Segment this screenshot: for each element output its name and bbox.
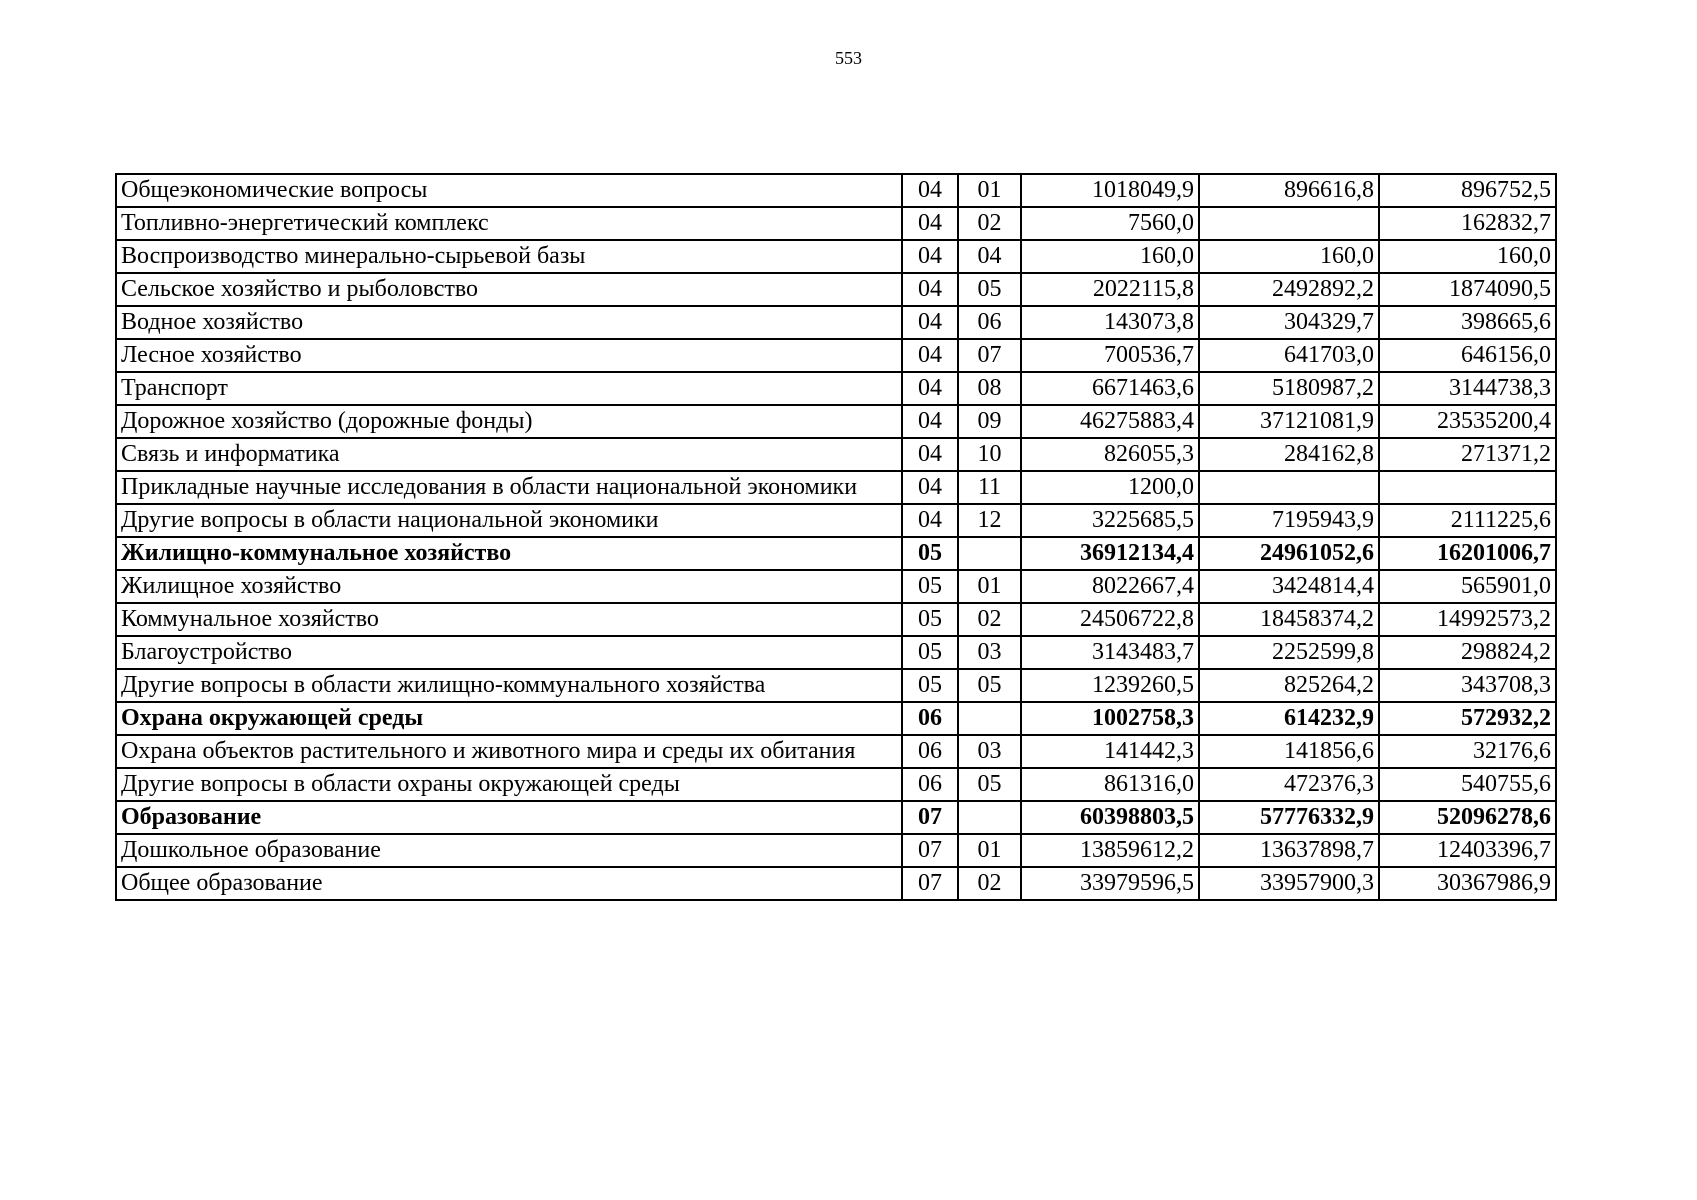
table-row-section-total [116, 801, 1556, 834]
section-code-cell: 07 [902, 867, 958, 900]
amount-year3-cell: 896752,5 [1379, 174, 1556, 207]
amount-year2-cell: 37121081,9 [1199, 405, 1379, 438]
amount-year2-cell [1199, 207, 1379, 240]
subsection-code-cell: 02 [958, 207, 1021, 240]
subsection-code-cell [958, 537, 1021, 570]
amount-year2-cell: 284162,8 [1199, 438, 1379, 471]
amount-year2-cell: 472376,3 [1199, 768, 1379, 801]
row-name-cell: Связь и информатика [116, 438, 902, 471]
subsection-code-cell [958, 801, 1021, 834]
amount-year3-cell: 16201006,7 [1379, 537, 1556, 570]
row-name-cell: Дорожное хозяйство (дорожные фонды) [116, 405, 902, 438]
amount-year2-cell: 160,0 [1199, 240, 1379, 273]
row-name-cell: Дошкольное образование [116, 834, 902, 867]
amount-year3-cell: 3144738,3 [1379, 372, 1556, 405]
subsection-code-cell [958, 702, 1021, 735]
table-row [116, 207, 1556, 240]
section-code-cell: 04 [902, 471, 958, 504]
table-row [116, 273, 1556, 306]
subsection-code-cell: 04 [958, 240, 1021, 273]
amount-year3-cell: 271371,2 [1379, 438, 1556, 471]
table-row [116, 867, 1556, 900]
section-code-cell: 06 [902, 702, 958, 735]
amount-year2-cell: 33957900,3 [1199, 867, 1379, 900]
section-code-cell: 05 [902, 537, 958, 570]
amount-year1-cell: 826055,3 [1021, 438, 1199, 471]
section-code-cell: 04 [902, 504, 958, 537]
row-name-cell: Водное хозяйство [116, 306, 902, 339]
amount-year3-cell: 646156,0 [1379, 339, 1556, 372]
subsection-code-cell: 11 [958, 471, 1021, 504]
table-row [116, 504, 1556, 537]
amount-year1-cell: 46275883,4 [1021, 405, 1199, 438]
table-row [116, 372, 1556, 405]
subsection-code-cell: 03 [958, 636, 1021, 669]
amount-year2-cell: 896616,8 [1199, 174, 1379, 207]
amount-year2-cell: 2252599,8 [1199, 636, 1379, 669]
amount-year2-cell: 7195943,9 [1199, 504, 1379, 537]
table-row [116, 834, 1556, 867]
amount-year1-cell: 160,0 [1021, 240, 1199, 273]
subsection-code-cell: 01 [958, 834, 1021, 867]
row-name-cell: Жилищное хозяйство [116, 570, 902, 603]
amount-year1-cell: 143073,8 [1021, 306, 1199, 339]
amount-year3-cell [1379, 471, 1556, 504]
row-name-cell: Коммунальное хозяйство [116, 603, 902, 636]
section-code-cell: 04 [902, 273, 958, 306]
table-row [116, 768, 1556, 801]
row-name-cell: Охрана окружающей среды [116, 702, 902, 735]
section-code-cell: 07 [902, 801, 958, 834]
table-row [116, 570, 1556, 603]
amount-year2-cell: 304329,7 [1199, 306, 1379, 339]
row-name-cell: Жилищно-коммунальное хозяйство [116, 537, 902, 570]
subsection-code-cell: 05 [958, 273, 1021, 306]
budget-table [115, 173, 1557, 901]
row-name-cell: Общее образование [116, 867, 902, 900]
amount-year3-cell: 14992573,2 [1379, 603, 1556, 636]
amount-year1-cell: 1239260,5 [1021, 669, 1199, 702]
section-code-cell: 04 [902, 240, 958, 273]
subsection-code-cell: 03 [958, 735, 1021, 768]
amount-year1-cell: 24506722,8 [1021, 603, 1199, 636]
amount-year2-cell: 641703,0 [1199, 339, 1379, 372]
section-code-cell: 04 [902, 207, 958, 240]
row-name-cell: Воспроизводство минерально-сырьевой базы [116, 240, 902, 273]
row-name-cell: Транспорт [116, 372, 902, 405]
subsection-code-cell: 08 [958, 372, 1021, 405]
subsection-code-cell: 09 [958, 405, 1021, 438]
table-row [116, 636, 1556, 669]
amount-year3-cell: 565901,0 [1379, 570, 1556, 603]
subsection-code-cell: 02 [958, 867, 1021, 900]
amount-year3-cell: 572932,2 [1379, 702, 1556, 735]
amount-year1-cell: 2022115,8 [1021, 273, 1199, 306]
table-row [116, 240, 1556, 273]
section-code-cell: 05 [902, 669, 958, 702]
row-name-cell: Другие вопросы в области жилищно-коммунального хозяйства [116, 669, 902, 702]
section-code-cell: 05 [902, 570, 958, 603]
amount-year2-cell: 24961052,6 [1199, 537, 1379, 570]
amount-year3-cell: 160,0 [1379, 240, 1556, 273]
subsection-code-cell: 05 [958, 669, 1021, 702]
row-name-cell: Образование [116, 801, 902, 834]
table-row [116, 669, 1556, 702]
row-name-cell: Прикладные научные исследования в области национальной экономики [116, 471, 902, 504]
section-code-cell: 04 [902, 405, 958, 438]
amount-year2-cell: 614232,9 [1199, 702, 1379, 735]
subsection-code-cell: 06 [958, 306, 1021, 339]
row-name-cell: Общеэкономические вопросы [116, 174, 902, 207]
amount-year1-cell: 7560,0 [1021, 207, 1199, 240]
subsection-code-cell: 12 [958, 504, 1021, 537]
table-row [116, 471, 1556, 504]
amount-year3-cell: 162832,7 [1379, 207, 1556, 240]
table-row-section-total [116, 702, 1556, 735]
table-row [116, 339, 1556, 372]
amount-year3-cell: 23535200,4 [1379, 405, 1556, 438]
section-code-cell: 04 [902, 438, 958, 471]
amount-year1-cell: 861316,0 [1021, 768, 1199, 801]
row-name-cell: Благоустройство [116, 636, 902, 669]
amount-year3-cell: 398665,6 [1379, 306, 1556, 339]
table-row [116, 603, 1556, 636]
table-row-section-total [116, 537, 1556, 570]
amount-year3-cell: 343708,3 [1379, 669, 1556, 702]
table-row [116, 405, 1556, 438]
amount-year1-cell: 13859612,2 [1021, 834, 1199, 867]
amount-year2-cell: 2492892,2 [1199, 273, 1379, 306]
amount-year3-cell: 1874090,5 [1379, 273, 1556, 306]
amount-year1-cell: 1200,0 [1021, 471, 1199, 504]
row-name-cell: Другие вопросы в области национальной экономики [116, 504, 902, 537]
amount-year1-cell: 60398803,5 [1021, 801, 1199, 834]
amount-year2-cell: 141856,6 [1199, 735, 1379, 768]
row-name-cell: Лесное хозяйство [116, 339, 902, 372]
amount-year1-cell: 1018049,9 [1021, 174, 1199, 207]
budget-table-body [116, 174, 1556, 900]
row-name-cell: Топливно-энергетический комплекс [116, 207, 902, 240]
amount-year1-cell: 141442,3 [1021, 735, 1199, 768]
row-name-cell: Сельское хозяйство и рыболовство [116, 273, 902, 306]
subsection-code-cell: 01 [958, 174, 1021, 207]
section-code-cell: 04 [902, 174, 958, 207]
amount-year3-cell: 30367986,9 [1379, 867, 1556, 900]
amount-year3-cell: 32176,6 [1379, 735, 1556, 768]
section-code-cell: 04 [902, 372, 958, 405]
amount-year2-cell [1199, 471, 1379, 504]
subsection-code-cell: 10 [958, 438, 1021, 471]
amount-year2-cell: 57776332,9 [1199, 801, 1379, 834]
section-code-cell: 06 [902, 768, 958, 801]
amount-year1-cell: 8022667,4 [1021, 570, 1199, 603]
subsection-code-cell: 02 [958, 603, 1021, 636]
subsection-code-cell: 01 [958, 570, 1021, 603]
amount-year2-cell: 5180987,2 [1199, 372, 1379, 405]
section-code-cell: 04 [902, 306, 958, 339]
section-code-cell: 07 [902, 834, 958, 867]
amount-year2-cell: 825264,2 [1199, 669, 1379, 702]
subsection-code-cell: 05 [958, 768, 1021, 801]
amount-year3-cell: 298824,2 [1379, 636, 1556, 669]
amount-year1-cell: 36912134,4 [1021, 537, 1199, 570]
table-row [116, 438, 1556, 471]
amount-year3-cell: 52096278,6 [1379, 801, 1556, 834]
amount-year1-cell: 1002758,3 [1021, 702, 1199, 735]
row-name-cell: Охрана объектов растительного и животного мира и среды их обитания [116, 735, 902, 768]
table-row [116, 174, 1556, 207]
subsection-code-cell: 07 [958, 339, 1021, 372]
amount-year3-cell: 540755,6 [1379, 768, 1556, 801]
section-code-cell: 06 [902, 735, 958, 768]
amount-year1-cell: 33979596,5 [1021, 867, 1199, 900]
amount-year1-cell: 3143483,7 [1021, 636, 1199, 669]
row-name-cell: Другие вопросы в области охраны окружающей среды [116, 768, 902, 801]
amount-year1-cell: 700536,7 [1021, 339, 1199, 372]
amount-year2-cell: 13637898,7 [1199, 834, 1379, 867]
section-code-cell: 04 [902, 339, 958, 372]
page-number: 553 [835, 48, 862, 68]
amount-year3-cell: 12403396,7 [1379, 834, 1556, 867]
amount-year1-cell: 6671463,6 [1021, 372, 1199, 405]
amount-year2-cell: 18458374,2 [1199, 603, 1379, 636]
table-row [116, 735, 1556, 768]
section-code-cell: 05 [902, 603, 958, 636]
amount-year3-cell: 2111225,6 [1379, 504, 1556, 537]
amount-year1-cell: 3225685,5 [1021, 504, 1199, 537]
table-row [116, 306, 1556, 339]
amount-year2-cell: 3424814,4 [1199, 570, 1379, 603]
section-code-cell: 05 [902, 636, 958, 669]
